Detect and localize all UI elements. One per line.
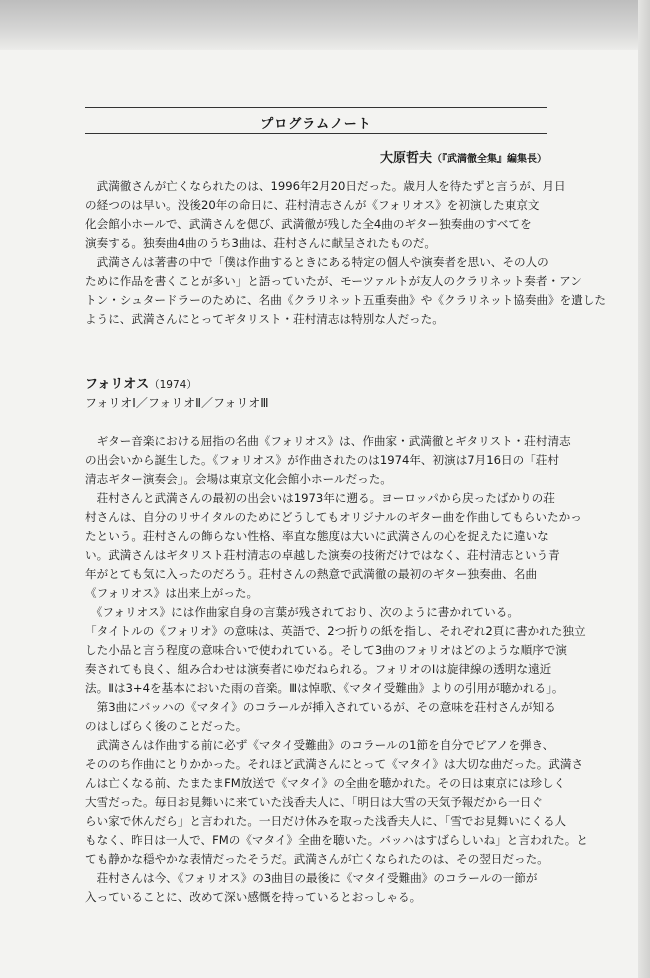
author-role: （『武満徹全集』編集長） bbox=[432, 154, 547, 165]
text-line: たという。荘村さんの飾らない性格、率直な態度は大いに武満さんの心を捉えたに違いな bbox=[85, 529, 549, 543]
text-line: のはしばらく後のことだった。 bbox=[85, 719, 248, 733]
section-year: （1974） bbox=[149, 379, 197, 391]
text-line: 清志ギター演奏会」。会場は東京文化会館小ホールだった。 bbox=[85, 472, 392, 486]
section-paragraph bbox=[85, 698, 556, 736]
heading-rule-bottom bbox=[85, 133, 547, 134]
text-line: 武満徹さんが亡くなられたのは、1996年2月20日だった。歳月人を待たずと言うが、月日 bbox=[85, 179, 566, 193]
scan-top-shadow bbox=[0, 0, 650, 50]
section-paragraph bbox=[85, 869, 549, 907]
text-line: 武満さんは著書の中で「僕は作曲するときにある特定の個人や演奏者を思い、その人の bbox=[85, 255, 549, 269]
section-paragraph bbox=[85, 489, 582, 603]
text-line: 武満さんは作曲する前に必ず《マタイ受難曲》のコラールの1節を自分でピアノを弾き、 bbox=[85, 738, 555, 752]
text-line: 化会館小ホールで、武満さんを偲び、武満徹が残した全4曲のギター独奏曲のすべてを bbox=[85, 217, 532, 231]
text-line: 村さんは、自分のリサイタルのためにどうしてもオリジナルのギター曲を作曲してもらいたかっ bbox=[85, 510, 582, 524]
intro-paragraph bbox=[85, 253, 607, 329]
section-title bbox=[85, 373, 197, 392]
section-paragraph bbox=[85, 432, 571, 489]
text-line: ギター音楽における屈指の名曲《フォリオス》は、作曲家・武満徹とギタリスト・荘村清志 bbox=[85, 434, 571, 448]
text-line: 「タイトルの《フォリオ》の意味は、英語で、2つ折りの紙を指し、それぞれ2頁に書かれた独立 bbox=[85, 624, 586, 638]
text-line: 法。Ⅱは3+4を基本においた雨の音楽。Ⅲは悼歌、《マタイ受難曲》よりの引用が聴かれる」。 bbox=[85, 681, 564, 695]
heading-rule-top bbox=[85, 107, 547, 108]
section-paragraph bbox=[85, 736, 588, 869]
author-name: 大原哲夫 bbox=[379, 151, 432, 166]
text-line: 年がとても気に入ったのだろう。荘村さんの熱意で武満徹の最初のギター独奏曲、名曲 bbox=[85, 567, 538, 581]
text-line: 荘村さんと武満さんの最初の出会いは1973年に遡る。ヨーロッパから戻ったばかりの荘 bbox=[85, 491, 555, 505]
text-line: 《フォリオス》は出来上がった。 bbox=[85, 586, 259, 600]
text-line: 《フォリオス》には作曲家自身の言葉が残されており、次のように書かれている。 bbox=[85, 605, 519, 619]
text-line: ために作品を書くことが多い」と語っていたが、モーツァルトが友人のクラリネット奏者・アン bbox=[85, 274, 582, 288]
text-line: い。武満さんはギタリスト荘村清志の卓越した演奏の技術だけではなく、荘村清志という青 bbox=[85, 548, 560, 562]
text-line: そののち作曲にとりかかった。それほど武満さんにとって《マタイ》は大切な曲だった。武満さ bbox=[85, 757, 584, 771]
text-line: 荘村さんは今、《フォリオス》の3曲目の最後に《マタイ受難曲》のコラールの一節が bbox=[85, 871, 538, 885]
text-line: ように、武満さんにとってギタリスト・荘村清志は特別な人だった。 bbox=[85, 312, 444, 326]
text-line: 大雪だった。毎日お見舞いに来ていた浅香夫人に、「明日は大雪の天気予報だから一日ぐ bbox=[85, 795, 543, 809]
text-line: らい家で休んだら」と言われた。一日だけ休みを取った浅香夫人に、「雪でお見舞いにくる人 bbox=[85, 814, 567, 828]
text-line: 入っていることに、改めて深い感慨を持っているとおっしゃる。 bbox=[85, 890, 422, 904]
text-line: もなく、昨日は一人で、FMの《マタイ》全曲を聴いた。バッハはすばらしいね」と言われた。と bbox=[85, 833, 588, 847]
section-title-text: フォリオス bbox=[85, 377, 150, 392]
text-line: 奏されても良く、組み合わせは演奏者にゆだねられる。フォリオのⅠは旋律線の透明な遠近 bbox=[85, 662, 552, 676]
scan-right-edge bbox=[638, 0, 650, 978]
text-line: 演奏する。独奏曲4曲のうち3曲は、荘村さんに献呈されたものだ。 bbox=[85, 236, 436, 250]
intro-paragraph bbox=[85, 177, 566, 253]
text-line: 第3曲にバッハの《マタイ》のコラールが挿入されているが、その意味を荘村さんが知る bbox=[85, 700, 556, 714]
author-line bbox=[380, 147, 547, 166]
text-line: の出会いから誕生した。《フォリオス》が作曲されたのは1974年、初演は7月16日の「荘村 bbox=[85, 453, 559, 467]
text-line: した小品と言う程度の意味合いで使われている。そして3曲のフォリオはどのような順序で演 bbox=[85, 643, 568, 657]
text-line: トン・シュタードラーのために、名曲《クラリネット五重奏曲》や《クラリネット協奏曲》を遺した bbox=[85, 293, 607, 307]
text-line: の経つのは早い。没後20年の命日に、荘村清志さんが《フォリオス》を初演した東京文 bbox=[85, 198, 540, 212]
text-line: んは亡くなる前、たまたまFM放送で《マタイ》の全曲を聴かれた。その日は東京には珍しく bbox=[85, 776, 566, 790]
page-title: プログラムノート bbox=[260, 117, 372, 132]
section-subtitle: フォリオⅠ／フォリオⅡ／フォリオⅢ bbox=[85, 396, 269, 410]
section-paragraph bbox=[85, 603, 586, 698]
text-line: ても静かな穏やかな表情だったそうだ。武満さんが亡くなられたのは、その翌日だった。 bbox=[85, 852, 549, 866]
